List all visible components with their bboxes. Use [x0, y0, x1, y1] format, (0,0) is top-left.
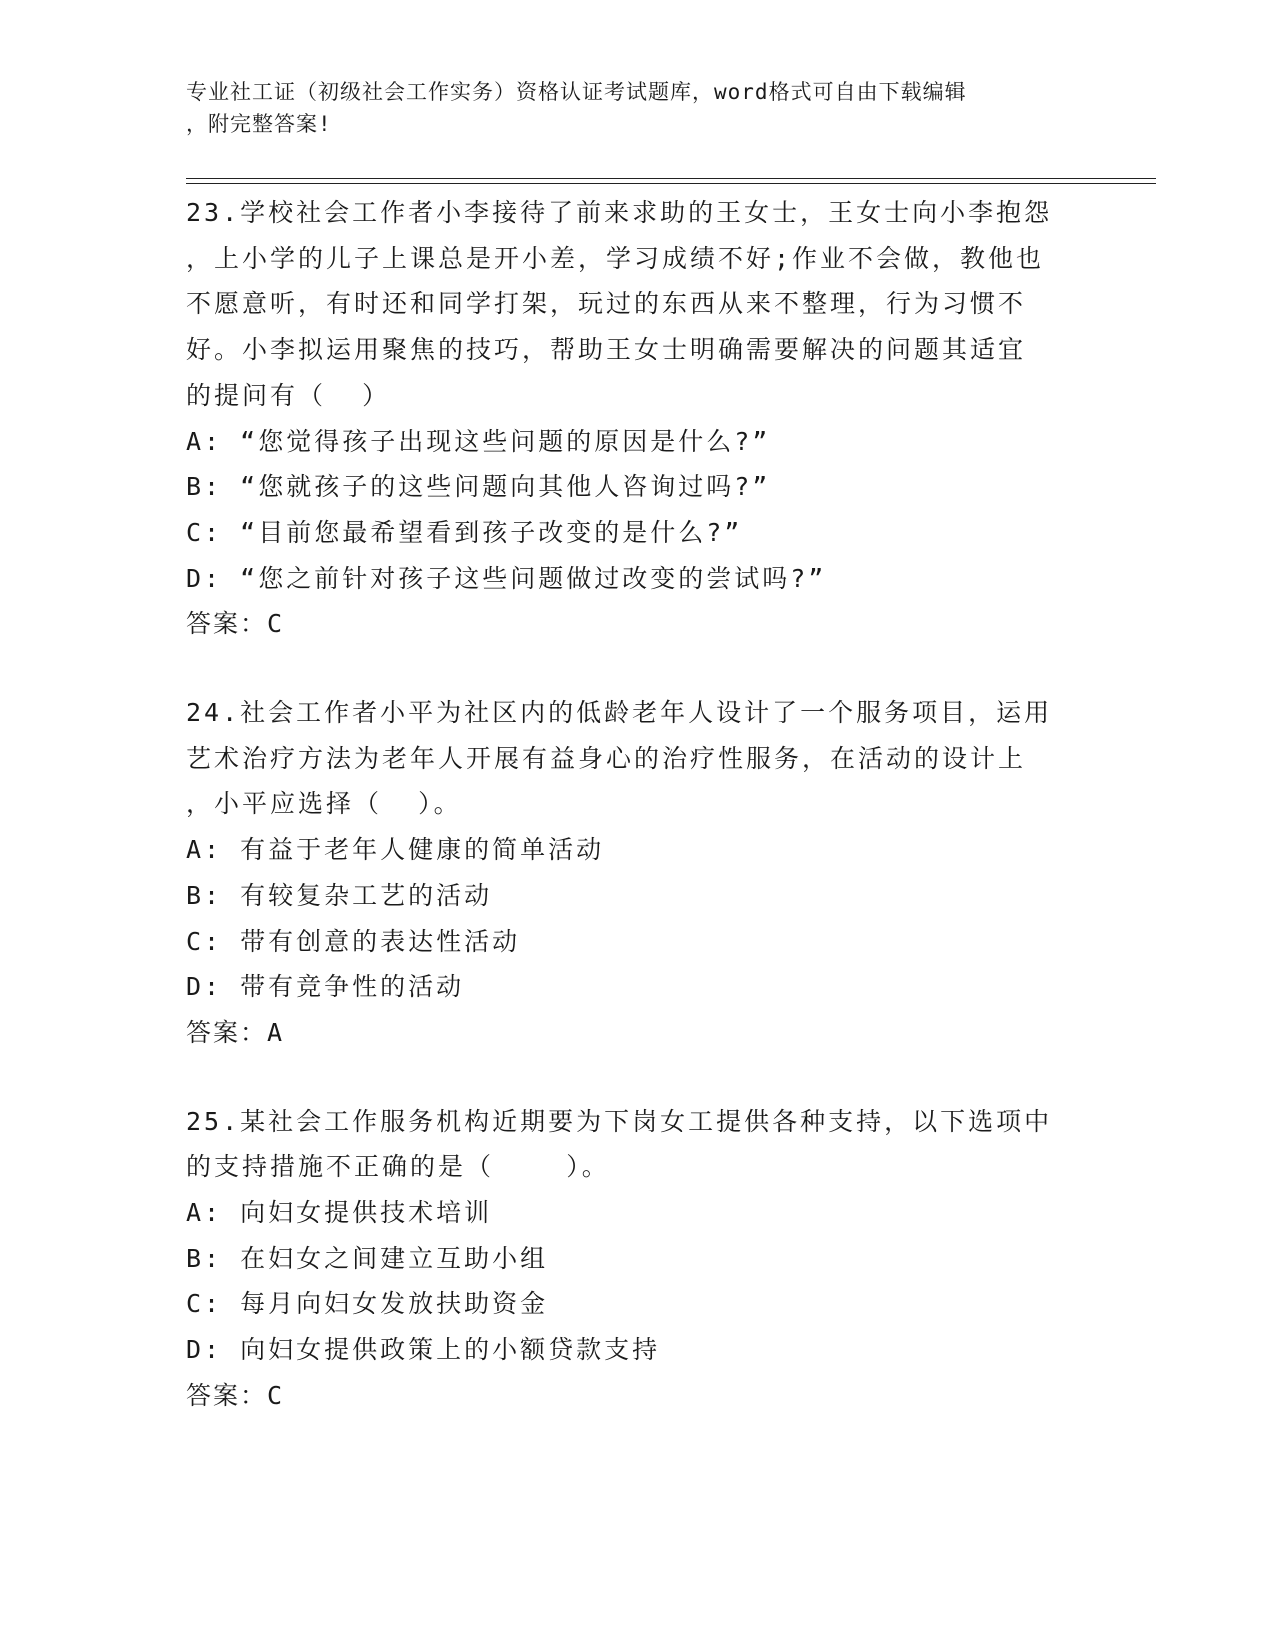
- answer-label: 答案：: [186, 1380, 268, 1410]
- question-text-line: 艺术治疗方法为老年人开展有益身心的治疗性服务，在活动的设计上: [186, 743, 1027, 773]
- question-24: [186, 690, 1066, 1056]
- option-d: D: 向妇女提供政策上的小额贷款支持: [186, 1335, 661, 1365]
- answer-label: 答案：: [186, 609, 268, 639]
- question-text-line: 24.社会工作者小平为社区内的低龄老年人设计了一个服务项目，运用: [186, 698, 1053, 728]
- option-a: A: 向妇女提供技术培训: [186, 1198, 493, 1228]
- answer-line: [186, 1010, 1066, 1056]
- option-c: C: 带有创意的表达性活动: [186, 926, 521, 956]
- question-23: [186, 190, 1066, 647]
- answer-value: C: [267, 1380, 285, 1410]
- answer-value: C: [267, 609, 285, 639]
- header-line-2: ，附完整答案!: [186, 112, 332, 136]
- option-c: C: 每月向妇女发放扶助资金: [186, 1289, 549, 1319]
- option-d: D: “您之前针对孩子这些问题做过改变的尝试吗?”: [186, 563, 827, 593]
- header-line-1: 专业社工证（初级社会工作实务）资格认证考试题库，word格式可自由下载编辑: [186, 80, 967, 104]
- document-header: [186, 76, 1086, 140]
- question-text-line: 的支持措施不正确的是（ ）。: [186, 1152, 610, 1182]
- answer-line: [186, 601, 1066, 647]
- question-text-line: 好。小李拟运用聚焦的技巧，帮助王女士明确需要解决的问题其适宜: [186, 335, 1027, 365]
- header-divider: [186, 178, 1156, 184]
- option-a: A: “您觉得孩子出现这些问题的原因是什么?”: [186, 426, 771, 456]
- question-list: [186, 190, 1066, 1462]
- option-b: B: 有较复杂工艺的活动: [186, 880, 493, 910]
- option-b: B: 在妇女之间建立互助小组: [186, 1243, 549, 1273]
- question-text-line: 不愿意听，有时还和同学打架，玩过的东西从来不整理，行为习惯不: [186, 289, 1027, 319]
- question-text-line: 25.某社会工作服务机构近期要为下岗女工提供各种支持，以下选项中: [186, 1106, 1053, 1136]
- option-b: B: “您就孩子的这些问题向其他人咨询过吗?”: [186, 472, 771, 502]
- answer-label: 答案：: [186, 1017, 268, 1047]
- answer-line: [186, 1373, 1066, 1419]
- question-text-line: 的提问有（ ）: [186, 380, 391, 410]
- answer-value: A: [267, 1017, 285, 1047]
- option-a: A: 有益于老年人健康的简单活动: [186, 835, 605, 865]
- question-text-line: ，小平应选择（ ）。: [186, 789, 462, 819]
- question-25: [186, 1099, 1066, 1419]
- question-text-line: 23.学校社会工作者小李接待了前来求助的王女士，王女士向小李抱怨: [186, 198, 1053, 227]
- option-d: D: 带有竞争性的活动: [186, 972, 465, 1002]
- option-c: C: “目前您最希望看到孩子改变的是什么?”: [186, 517, 743, 547]
- question-text-line: ，上小学的儿子上课总是开小差，学习成绩不好;作业不会做，教他也: [186, 243, 1045, 273]
